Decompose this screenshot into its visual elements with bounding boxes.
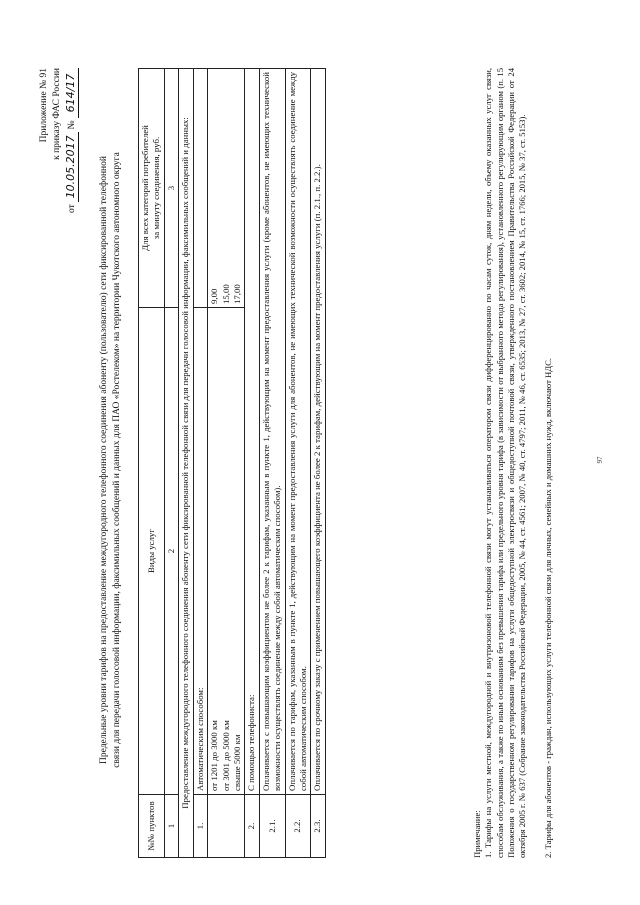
order-date-line	[64, 68, 80, 213]
order-reference: к приказу ФАС России	[51, 68, 62, 160]
title-line-1: Предельные уровни тарифов на предоставление междугородного телефонного соединения абоненту (пользователю) сети фиксированной телефонной	[99, 156, 109, 764]
row-2-1-number: 2.1.	[259, 795, 285, 858]
row-2-label: С помощью телефониста:	[245, 69, 259, 795]
section-title: Предоставление междугородного телефонного соединения абоненту сети фиксированной телефонной связи для передачи голосовой информации, факсимильных сообщений и данных:	[179, 69, 193, 858]
row-2-number: 2.	[245, 795, 259, 858]
row-2-3-number: 2.3.	[311, 795, 325, 858]
row-1-rate-empty	[193, 69, 207, 308]
handwritten-order-number: 614/17	[64, 68, 80, 118]
column-number-1: 1	[164, 795, 178, 858]
header-service-type: Виды услуг	[139, 308, 165, 795]
column-number-row	[164, 69, 178, 858]
handwritten-date: 10.05.2017	[64, 132, 80, 202]
tariff-table	[138, 68, 326, 858]
rotated-document-page	[32, 30, 632, 890]
row-2-2-number: 2.2.	[285, 795, 311, 858]
distance-range-2: от 3001 до 5000 км	[220, 720, 231, 791]
header-rate	[139, 69, 165, 308]
distance-range-3: свыше 5000 км	[231, 734, 242, 791]
title-line-2: связи для передачи голосовой информации, факсимильных сообщений и данных для ПАО «Ростелеком» на территории Чукотского автономного округа	[111, 152, 122, 768]
rate-value-3: 17,00	[231, 284, 242, 304]
row-1-number: 1.	[193, 795, 207, 858]
appendix-reference	[38, 68, 79, 213]
header-item-number: №№ пунктов	[139, 795, 165, 858]
distance-range-1: от 1201 до 3000 км	[209, 720, 220, 791]
notes-section	[472, 68, 554, 858]
note-1: 1. Тарифы на услуги местной, междугородной и внутризоновой телефонной связи могут устанавливаться оператором связи дифференцированно по часам суток, дням недели, объему оказанных услуг связи, способам обслуживания, а также по иным основаниям без превышения тарифа или предельного уровня тарифа (в зависимости от выбранного метода регулирования), установленного регулирующим органом (п. 15 Положения о государственном регулировании тарифов на услуги общедоступной электросвязи и общедоступной почтовой связи, утвержденного постановлением Правительства Российской Федерации от 24 октября 2005 г. № 637 (Собрание законодательства Российской Федерации, 2005, № 44, ст. 4561; 2007, № 40, ст. 4797; 2011, № 46, ст. 6535; 2013, № 27, ст. 3602; 2014, № 15, ст. 1766; 2015, № 37, ст. 5153).	[483, 68, 528, 858]
document-title	[98, 70, 124, 850]
row-2-2-text: Оплачивается по тарифам, указанным в пункте 1, действующим на момент предоставления услуги для абонентов, не имеющих технической возможности осуществлять соединение между собой автоматическим способом.	[285, 69, 311, 795]
table-row	[285, 69, 311, 858]
row-1-ranges-number-empty	[208, 795, 245, 858]
page-number: 97	[596, 456, 604, 464]
table-row	[208, 69, 245, 858]
table-row	[245, 69, 259, 858]
column-number-2: 2	[164, 308, 178, 795]
table-header-row	[139, 69, 165, 858]
note-2: 2. Тарифы для абонентов - граждан, использующих услуги телефонной связи для личных, семейных и домашних нужд, включают НДС.	[542, 358, 553, 858]
row-2-3-text: Оплачивается по срочному заказу с применением повышающего коэффициента не более 2 к тарифам, действующим на момент предоставления услуги (п. 2.1., п. 2.2.).	[311, 69, 325, 795]
header-rate-line-1: Для всех категорий потребителей	[140, 125, 150, 251]
row-2-1-text: Оплачивается с повышающим коэффициентом не более 2 к тарифам, указанным в пункте 1, действующим на момент предоставления услуги (кроме абонентов, не имеющих технической возможности осуществлять соединение между собой автоматическим способом).	[259, 69, 285, 795]
rate-value-2: 15,00	[220, 284, 231, 304]
row-1-label: Автоматическим способом:	[193, 308, 207, 795]
rate-value-1: 9,00	[209, 288, 220, 304]
table-row	[193, 69, 207, 858]
date-prefix: от	[66, 204, 77, 213]
notes-heading: Примечание:	[472, 810, 482, 858]
section-title-row	[179, 69, 193, 858]
table-row	[259, 69, 285, 858]
table-row	[311, 69, 325, 858]
appendix-number: Приложение № 91	[39, 68, 49, 143]
column-number-3: 3	[164, 69, 178, 308]
distance-rates	[208, 69, 245, 308]
distance-ranges	[208, 308, 245, 795]
header-rate-line-2: за минуту соединения, руб.	[151, 136, 162, 240]
number-label: №	[66, 120, 77, 130]
